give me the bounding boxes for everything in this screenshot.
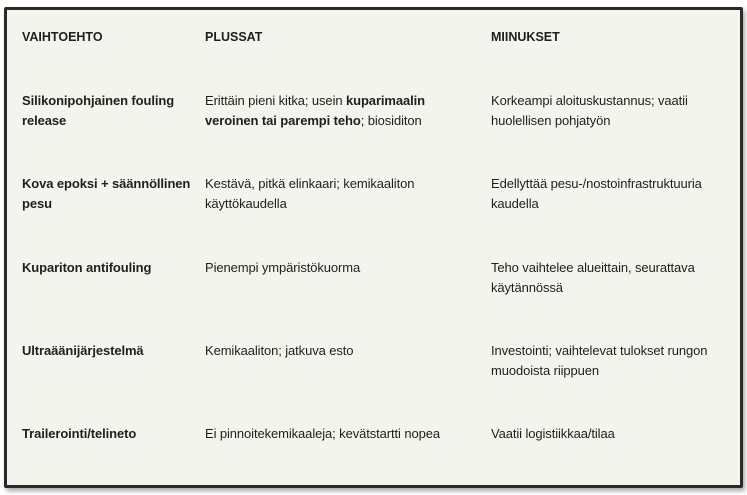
cons-cell: Teho vaihtelee alueittain, seurattava käytännössä	[491, 260, 695, 295]
option-cell: Silikonipohjainen fouling release	[22, 93, 175, 128]
pros-text: Erittäin pieni kitka; usein	[205, 93, 346, 108]
cons-cell: Edellyttää pesu-/nostoinfrastruktuuria kaudella	[491, 176, 702, 211]
header-cons: MIINUKSET	[491, 30, 560, 44]
pros-cell: Pienempi ympäristökuorma	[205, 260, 361, 275]
cons-cell: Vaatii logistiikkaa/tilaa	[491, 426, 615, 441]
option-cell: Ultraäänijärjestelmä	[22, 343, 144, 358]
pros-cell: Kemikaaliton; jatkuva esto	[205, 343, 354, 358]
pros-cell: Ei pinnoitekemikaaleja; kevätstartti nopea	[205, 426, 440, 441]
cons-cell: Korkeampi aloituskustannus; vaatii huolellisen pohjatyön	[491, 93, 688, 128]
option-cell: Kupariton antifouling	[22, 260, 152, 275]
pros-highlight: kuparimaalin veroinen tai parempi teho	[205, 93, 425, 128]
option-cell: Kova epoksi + säännöllinen pesu	[22, 176, 191, 211]
header-pros: PLUSSAT	[205, 30, 263, 44]
cons-cell: Investointi; vaihtelevat tulokset rungon muodoista riippuen	[491, 343, 708, 378]
header-option: VAIHTOEHTO	[22, 30, 103, 44]
pros-cell	[205, 91, 470, 131]
pros-text-end: ; biosiditon	[360, 113, 422, 128]
option-cell: Trailerointi/telineto	[22, 426, 137, 441]
pros-cell: Kestävä, pitkä elinkaari; kemikaaliton käyttökaudella	[205, 176, 415, 211]
table-frame	[4, 7, 743, 488]
